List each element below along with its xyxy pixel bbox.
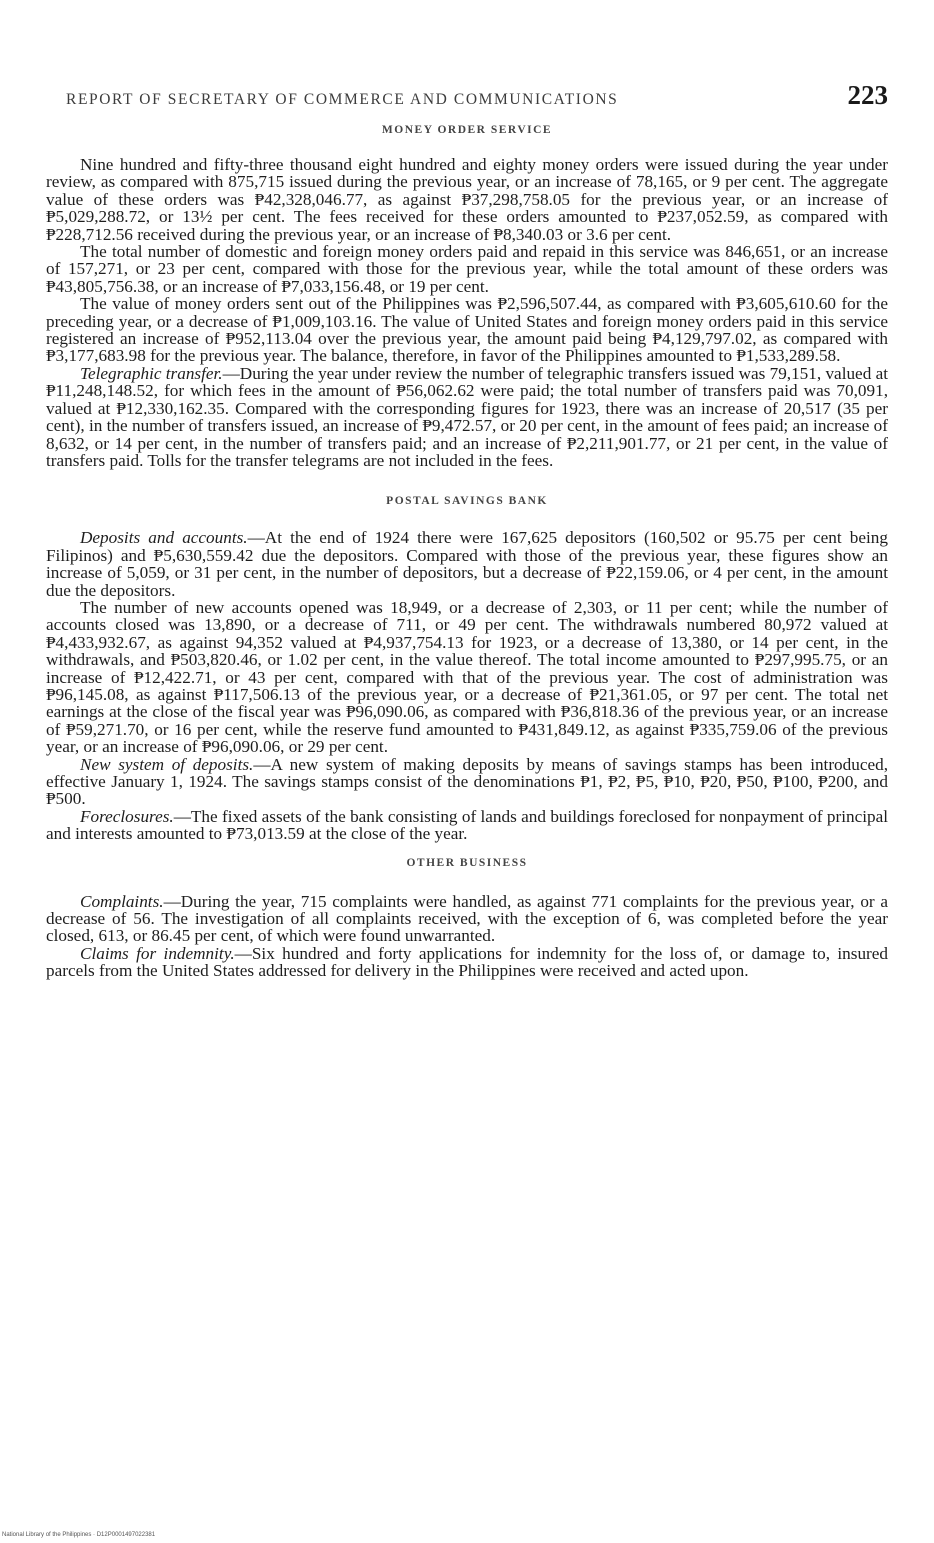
paragraph [46, 529, 888, 599]
paragraph [46, 893, 888, 945]
paragraph-text: —During the year under review the number of telegraphic transfers issued was 79,151, valued at ₱11,248,148.52, for which fees in the amount of ₱56,062.62 were paid; the total number of transfers paid was 70,091, valued at ₱12,330,162.35. Compared with the corresponding figures for 1923, there was an increase of 20,517 (35 per cent), in the number of transfers issued, an increase of ₱9,472.57, or 20 per cent, in the amount of fees paid; an increase of 8,632, or 14 per cent, in the number of transfers paid; and an increase of ₱2,211,901.77, or 21 per cent, in the value of transfers paid. Tolls for the transfer telegrams are not included in the fees. [46, 363, 888, 470]
section-heading-postal-savings: POSTAL SAVINGS BANK [386, 495, 548, 508]
paragraph-text: —A new system of making deposits by means of savings stamps has been introduced, effective January 1, 1924. The savings stamps consist of the denominations ₱1, ₱2, ₱5, ₱10, ₱20, ₱50, ₱100, ₱200, and ₱500. [46, 754, 888, 809]
paragraph-lead: Foreclosures. [80, 806, 174, 826]
paragraph-text: —The fixed assets of the bank consisting of lands and buildings foreclosed for nonpayment of principal and interests amounted to ₱73,013.59 at the close of the year. [46, 806, 888, 844]
paragraph-text: The number of new accounts opened was 18,949, or a decrease of 2,303, or 11 per cent; while the number of accounts closed was 13,890, or a decrease of 711, or 49 per cent. The withdrawals numbered 80,972 valued at ₱4,433,932.67, as against 94,352 valued at ₱4,937,754.13 for 1923, or a decrease of 13,380, or 14 per cent, in the withdrawals, and ₱503,820.46, or 1.02 per cent, in the value thereof. The total income amounted to ₱297,995.75, or an increase of ₱12,422.71, or 43 per cent, compared with that of the previous year. The cost of administration was ₱96,145.08, as against ₱117,506.13 of the previous year, or a decrease of ₱21,361.05, or 97 per cent. The total net earnings at the close of the fiscal year was ₱96,090.06, as compared with ₱36,818.36 of the previous year, or an increase of ₱59,271.70, or 16 per cent, while the reserve fund amounted to ₱431,849.12, as against ₱335,759.06 of the previous year, or an increase of ₱96,090.06, or 29 per cent. [46, 597, 888, 757]
paragraph-text: —At the end of 1924 there were 167,625 depositors (160,502 or 95.75 per cent being Filipinos) and ₱5,630,559.42 due the depositors. Compared with those of the previous year, these figures show an increase of 5,059, or 31 per cent, in the number of depositors, but a decrease of ₱22,159.06, or 4 per cent, in the amount due the depositors. [46, 528, 888, 600]
document-page [46, 80, 888, 980]
page-number: 223 [847, 80, 888, 110]
section-heading-other-business: OTHER BUSINESS [406, 856, 528, 869]
paragraph-lead: Deposits and accounts. [80, 528, 248, 548]
paragraph [46, 243, 888, 295]
running-title: REPORT OF SECRETARY OF COMMERCE AND COMMUNICATIONS [66, 91, 619, 108]
paragraph [46, 756, 888, 808]
section-heading-money-order: MONEY ORDER SERVICE [381, 124, 553, 136]
paragraph [46, 945, 888, 980]
scan-footer-note: National Library of the Philippines · D12P0001497022381 [2, 1532, 156, 1538]
paragraph-text: —Six hundred and forty applications for indemnity for the loss of, or damage to, insured parcels from the United States addressed for delivery in the Philippines were received and acted upon. [46, 943, 888, 981]
paragraph-lead: Claims for indemnity. [80, 943, 235, 963]
running-header [46, 80, 888, 120]
paragraph [46, 156, 888, 243]
paragraph-lead: Telegraphic transfer. [80, 363, 223, 383]
paragraph-text: Nine hundred and fifty-three thousand eight hundred and eighty money orders were issued during the year under review, as compared with 875,715 issued during the previous year, or an increase of 78,165, or 9 per cent. The aggregate value of these orders was ₱42,328,046.77, as against ₱37,298,758.05 for the previous year, or an increase of ₱5,029,288.72, or 13½ per cent. The fees received for these orders amounted to ₱237,052.59, as compared with ₱228,712.56 received during the previous year, or an increase of ₱8,340.03 or 3.6 per cent. [46, 155, 888, 244]
paragraph-text: The value of money orders sent out of the Philippines was ₱2,596,507.44, as compared with ₱3,605,610.60 for the preceding year, or a decrease of ₱1,009,103.16. The value of United States and foreign money orders paid in this service registered an increase of ₱952,113.04 over the previous year, the amount paid being ₱4,129,797.02, as compared with ₱3,177,683.98 for the previous year. The balance, therefore, in favor of the Philippines amounted to ₱1,533,289.58. [46, 294, 888, 366]
paragraph [46, 295, 888, 365]
paragraph-lead: New system of deposits. [80, 754, 254, 774]
paragraph [46, 599, 888, 756]
paragraph-text: —During the year, 715 complaints were handled, as against 771 complaints for the previous year, or a decrease of 56. The investigation of all complaints received, with the exception of 6, was completed before the year closed, 613, or 86.45 per cent, of which were found unwarranted. [46, 891, 888, 946]
paragraph [46, 365, 888, 469]
paragraph-text: The total number of domestic and foreign money orders paid and repaid in this service was 846,651, or an increase of 157,271, or 23 per cent, compared with those for the previous year, while the total amount of these orders was ₱43,805,756.38, or an increase of ₱7,033,156.48, or 19 per cent. [46, 242, 888, 296]
paragraph-lead: Complaints. [80, 891, 164, 911]
paragraph [46, 808, 888, 843]
